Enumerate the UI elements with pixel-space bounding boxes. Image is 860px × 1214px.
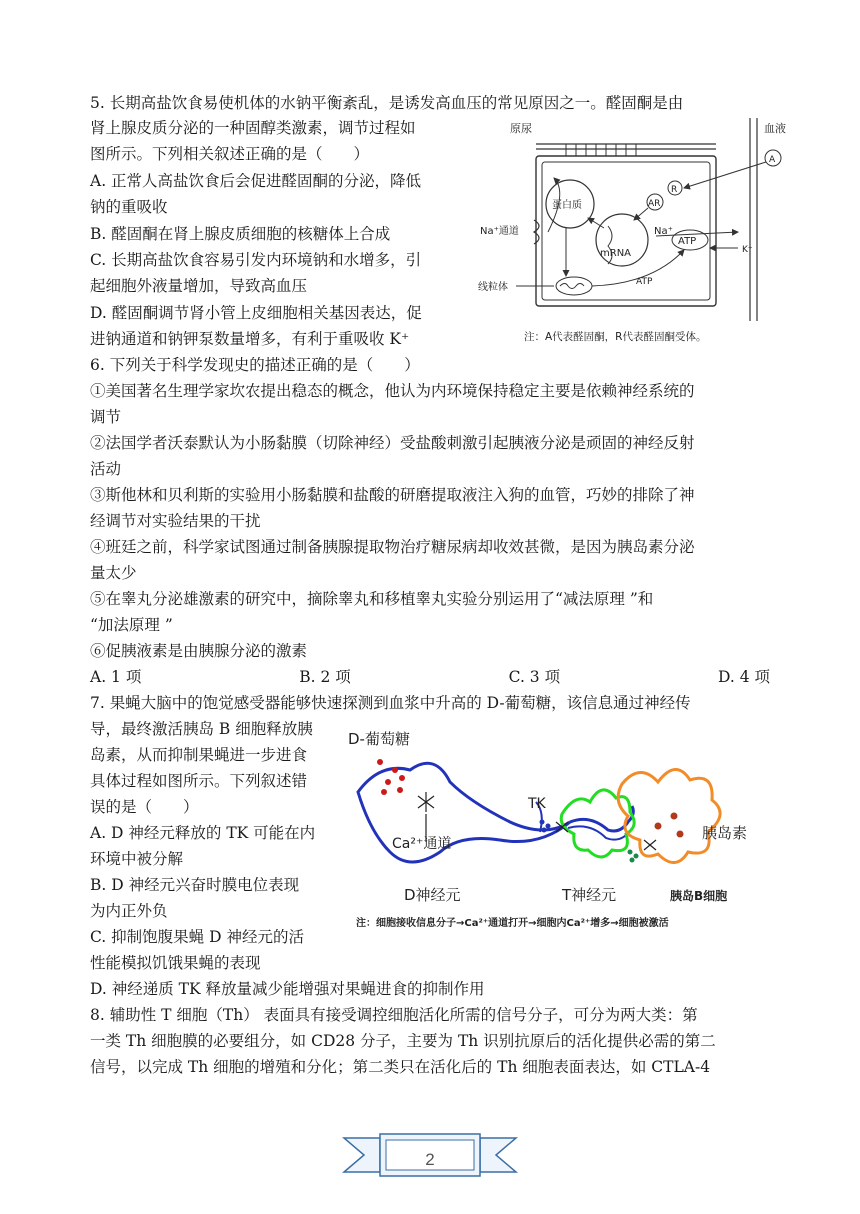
glucose-label: D-葡萄糖 <box>348 730 410 748</box>
blood-label: 血液 <box>764 122 786 135</box>
aldosterone-label: A <box>769 155 776 165</box>
neuron-diagram <box>340 722 780 942</box>
q5-line: 图所示。下列相关叙述正确的是（ ） <box>90 145 370 163</box>
q7-option-d: D. 神经递质 TK 释放量减少能增强对果蝇进食的抑制作用 <box>90 980 485 998</box>
q6-stem: 6. 下列关于科学发现史的描述正确的是（ ） <box>90 356 420 374</box>
atp-label: ATP <box>636 277 653 287</box>
q6-options <box>90 666 770 688</box>
q6-option-c: C. 3 项 <box>508 668 561 686</box>
q6-statement: ①美国著名生理学家坎农提出稳态的概念，他认为内环境保持稳定主要是依赖神经系统的 <box>90 382 695 400</box>
urine-label: 原尿 <box>510 122 532 135</box>
q7-stem: 7. 果蝇大脑中的饱觉感受器能够快速探测到血浆中升高的 D-葡萄糖，该信息通过神经传 <box>90 694 691 712</box>
q7-option-b-cont: 为内正外负 <box>90 902 168 920</box>
q5-option-c: C. 长期高盐饮食容易引发内环境钠和水增多，引 <box>90 251 422 269</box>
insulin-label: 胰岛素 <box>702 824 748 842</box>
q6-statement-cont: 量太少 <box>90 564 137 582</box>
q5-line: 肾上腺皮质分泌的一种固醇类激素，调节过程如 <box>90 119 416 137</box>
mrna-label: mRNA <box>600 248 632 259</box>
q6-statement: ④班廷之前，科学家试图通过制备胰腺提取物治疗糖尿病却收效甚微，是因为胰岛素分泌 <box>90 538 695 556</box>
q5-line: 5. 长期高盐饮食易使机体的水钠平衡紊乱，是诱发高血压的常见原因之一。醛固酮是由 <box>90 94 684 112</box>
tk-label: TK <box>528 796 546 812</box>
q5-option-d-cont: 进钠通道和钠钾泵数量增多，有利于重吸收 K⁺ <box>90 330 410 348</box>
receptor-label: R <box>671 185 678 195</box>
mitochondria-label: 线粒体 <box>478 282 508 293</box>
q6-statement: ②法国学者沃泰默认为小肠黏膜（切除神经）受盐酸刺激引起胰液分泌是顽固的神经反射 <box>90 434 695 452</box>
q6-statement-cont: “加法原理 ” <box>90 616 173 634</box>
page-number: 2 <box>425 1150 435 1169</box>
q7-stem-cont: 导，最终激活胰岛 B 细胞释放胰 <box>90 720 313 738</box>
q5-figure-note: 注：A代表醛固酮，R代表醛固酮受体。 <box>524 331 707 343</box>
q5-option-a: A. 正常人高盐饮食后会促进醛固酮的分泌，降低 <box>90 172 422 190</box>
q6-statement: ③斯他林和贝利斯的实验用小肠黏膜和盐酸的研磨提取液注入狗的血管，巧妙的排除了神 <box>90 486 695 504</box>
protein-label: 蛋白质 <box>552 200 582 211</box>
q6-statement: ⑤在睾丸分泌雄激素的研究中，摘除睾丸和移植睾丸实验分别运用了“减法原理 ”和 <box>90 590 654 608</box>
q5-option-b: B. 醛固酮在肾上腺皮质细胞的核糖体上合成 <box>90 225 391 243</box>
q6-option-b: B. 2 项 <box>299 668 351 686</box>
na-label: Na⁺ <box>654 226 673 237</box>
q8-line: 一类 Th 细胞膜的必要组分，如 CD28 分子，主要为 Th 识别抗原后的活化提供必需的第二 <box>90 1032 716 1050</box>
q5-option-d: D. 醛固酮调节肾小管上皮细胞相关基因表达，促 <box>90 304 422 322</box>
aldosterone-diagram <box>476 116 806 348</box>
q8-line: 信号，以完成 Th 细胞的增殖和分化；第二类只在活化后的 Th 细胞表面表达，如 CTLA-4 <box>90 1058 711 1076</box>
q5-option-a-cont: 钠的重吸收 <box>90 198 168 216</box>
q6-statement-cont: 活动 <box>90 460 122 478</box>
q6-option-d: D. 4 项 <box>717 668 770 686</box>
q7-option-c: C. 抑制饱腹果蝇 D 神经元的活 <box>90 928 304 946</box>
q6-statement-cont: 经调节对实验结果的干扰 <box>90 512 261 530</box>
q7-stem-cont: 误的是（ ） <box>90 798 199 816</box>
ca-channel-label: Ca²⁺通道 <box>392 836 452 852</box>
q7-option-a-cont: 环境中被分解 <box>90 850 184 868</box>
q7-stem-cont: 岛素，从而抑制果蝇进一步进食 <box>90 746 308 764</box>
q7-option-b: B. D 神经元兴奋时膜电位表现 <box>90 876 300 894</box>
q6-statement: ⑥促胰液素是由胰腺分泌的激素 <box>90 642 308 660</box>
d-neuron-label: D神经元 <box>404 886 461 904</box>
q5-option-c-cont: 起细胞外液量增加，导致高血压 <box>90 277 308 295</box>
q7-figure-note: 注：细胞接收信息分子→Ca²⁺通道打开→细胞内Ca²⁺增多→细胞被激活 <box>356 918 669 929</box>
ar-label: AR <box>648 199 661 209</box>
atp-pump-label: ATP <box>678 236 697 247</box>
b-cell-label: 胰岛B细胞 <box>670 889 728 903</box>
q8-line: 8. 辅助性 T 细胞（Th） 表面具有接受调控细胞活化所需的信号分子，可分为两大类：第 <box>90 1006 698 1024</box>
q6-option-a: A. 1 项 <box>90 668 142 686</box>
k-label: K⁺ <box>742 245 753 255</box>
na-channel-label: Na⁺通道 <box>480 226 519 237</box>
q6-statement-cont: 调节 <box>90 408 122 426</box>
q7-stem-cont: 具体过程如图所示。下列叙述错 <box>90 772 308 790</box>
q7-option-a: A. D 神经元释放的 TK 可能在内 <box>90 824 316 842</box>
t-neuron-label: T神经元 <box>562 886 617 904</box>
q7-option-c-cont: 性能模拟饥饿果蝇的表现 <box>90 954 261 972</box>
